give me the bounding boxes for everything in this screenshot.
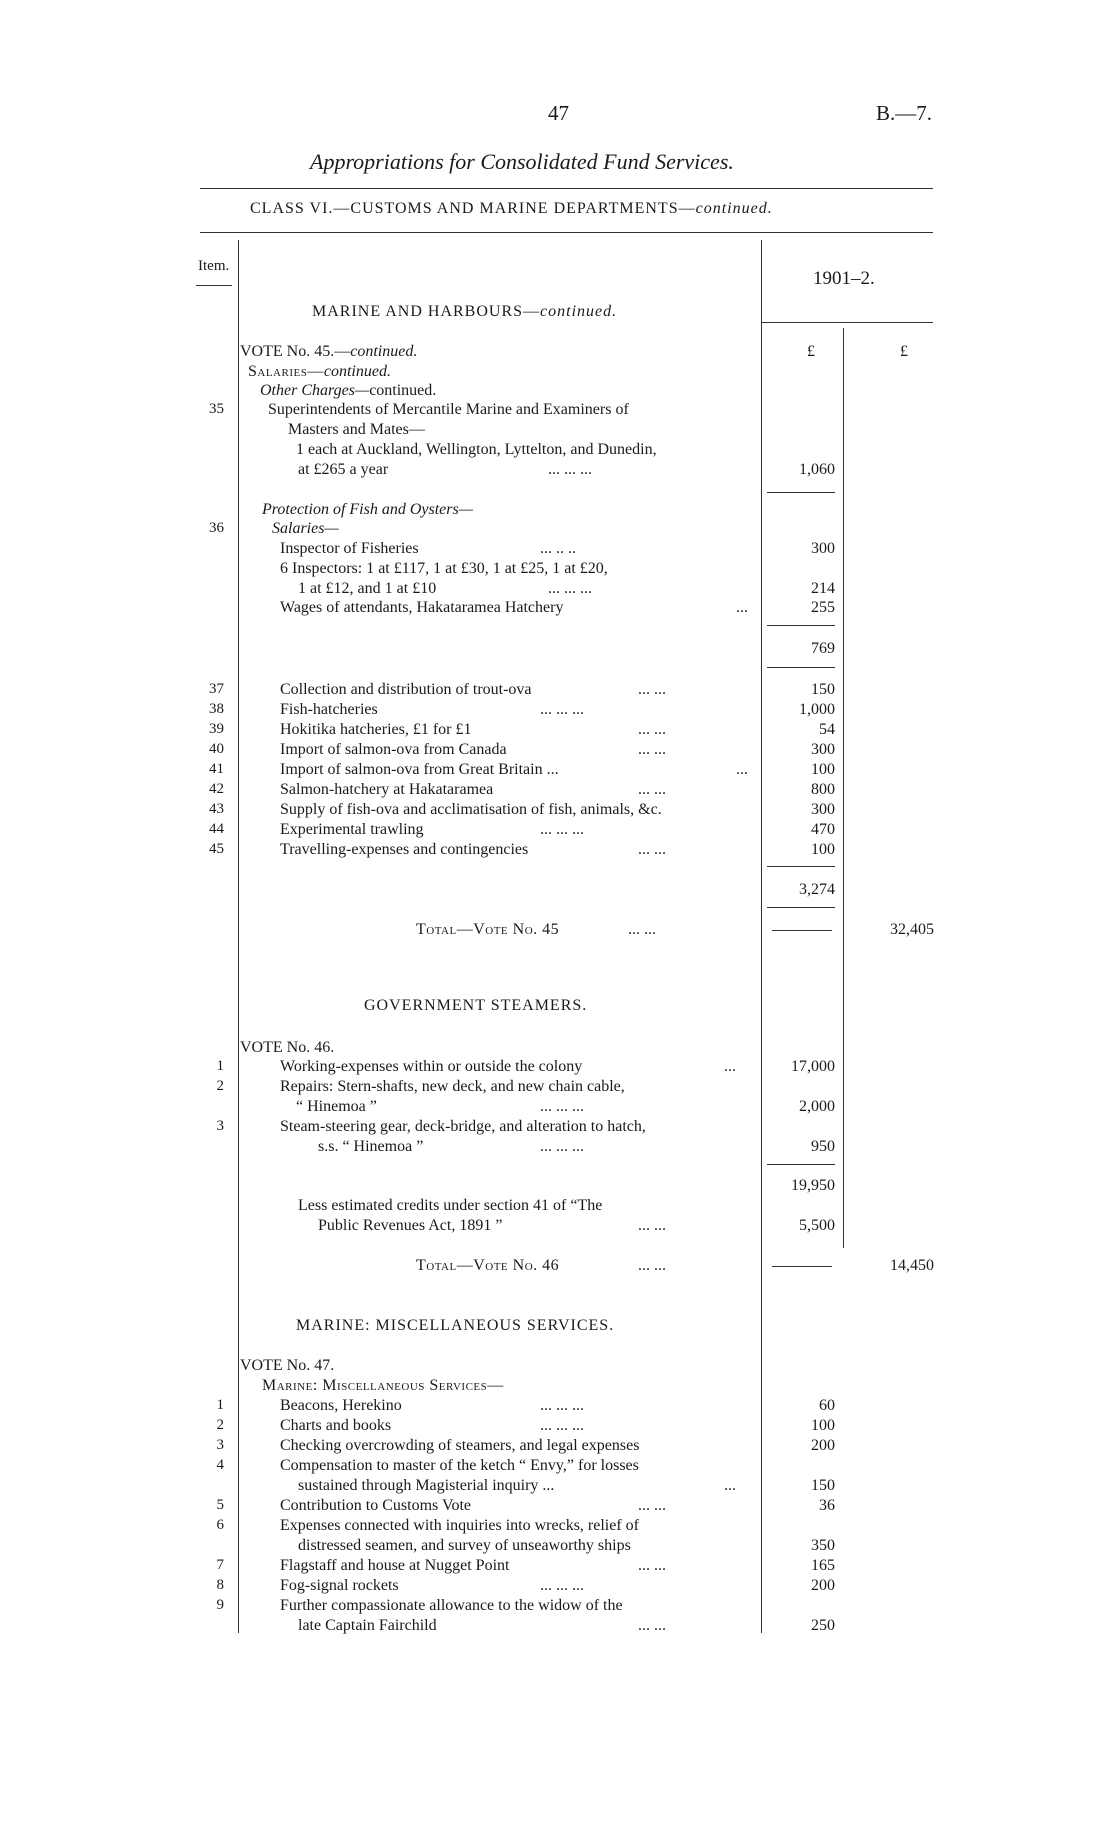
protection-subheading: Protection of Fish and Oysters—	[262, 501, 473, 518]
document-reference: B.—7.	[876, 101, 933, 125]
credits-amount: 5,500	[799, 1217, 835, 1234]
credits-description: Less estimated credits under section 41 of “The	[298, 1197, 603, 1214]
vote-45-heading: VOTE No. 45.—continued.	[240, 343, 418, 360]
item-amount: 17,000	[791, 1058, 835, 1075]
item-description: Checking overcrowding of steamers, and legal expenses	[280, 1437, 640, 1454]
leader-dots: ... ...	[638, 1257, 666, 1274]
misc-services-subheading: Marine: Miscellaneous Services—	[262, 1377, 504, 1394]
item-number: 42	[209, 781, 224, 797]
item-amount: 250	[811, 1617, 835, 1634]
item-amount: 1,060	[799, 461, 835, 478]
item-description: Hokitika hatcheries, £1 for £1	[280, 721, 472, 738]
year-column-header: 1901–2.	[813, 268, 875, 289]
item-amount: 300	[811, 540, 835, 557]
credits-description: Public Revenues Act, 1891 ”	[318, 1217, 503, 1234]
item-description: Wages of attendants, Hakataramea Hatchery	[280, 599, 564, 616]
item-amount: 60	[819, 1397, 835, 1414]
item-number: 37	[209, 681, 224, 697]
item-description: Flagstaff and house at Nugget Point	[280, 1557, 510, 1574]
subtotal-rule	[767, 907, 835, 908]
item-amount: 36	[819, 1497, 835, 1514]
page-number: 47	[548, 101, 569, 125]
item-number: 7	[216, 1557, 224, 1573]
item-number: 1	[216, 1397, 224, 1413]
item-description: Import of salmon-ova from Great Britain ...	[280, 761, 559, 778]
item-number: 9	[216, 1597, 224, 1613]
subtotal-amount: 19,950	[791, 1177, 835, 1194]
item-number: 44	[209, 821, 224, 837]
item-amount: 255	[811, 599, 835, 616]
total-dash	[772, 1266, 832, 1267]
item-description: 6 Inspectors: 1 at £117, 1 at £30, 1 at £25, 1 at £20,	[280, 560, 608, 577]
item-number: 3	[216, 1437, 224, 1453]
leader-dots: ... ...	[638, 1617, 666, 1634]
leader-dots: ... ...	[638, 681, 666, 698]
item-number: 5	[216, 1497, 224, 1513]
class-heading: CLASS VI.—CUSTOMS AND MARINE DEPARTMENTS—continued.	[250, 200, 773, 217]
item-description: at £265 a year	[298, 461, 389, 478]
leader-dots: ... ... ...	[540, 701, 584, 718]
currency-header-1: £	[807, 343, 815, 360]
class-rule	[200, 232, 933, 233]
item-amount: 2,000	[799, 1098, 835, 1115]
item-number: 35	[209, 401, 224, 417]
vote-45-total-label: Total—Vote No. 45	[416, 921, 560, 938]
misc-services-heading: MARINE: MISCELLANEOUS SERVICES.	[296, 1317, 615, 1334]
item-description: 1 at £12, and 1 at £10	[298, 580, 437, 597]
title-rule	[200, 188, 933, 189]
item-column-header: Item.	[198, 258, 230, 274]
item-description: Repairs: Stern-shafts, new deck, and new chain cable,	[280, 1078, 625, 1095]
item-amount: 100	[811, 1417, 835, 1434]
item-description: Travelling-expenses and contingencies	[280, 841, 529, 858]
leader-dots: ... ...	[638, 1217, 666, 1234]
item-number: 2	[216, 1078, 224, 1094]
leader-dots: ... ...	[638, 741, 666, 758]
leader-dots: ... ...	[638, 1557, 666, 1574]
item-description: Fish-hatcheries	[280, 701, 378, 718]
leader-dots: ... ...	[638, 721, 666, 738]
item-description: Inspector of Fisheries	[280, 540, 419, 557]
item-number: 45	[209, 841, 224, 857]
leader-dots: ... ... ...	[540, 1397, 584, 1414]
page-title: Appropriations for Consolidated Fund Services.	[310, 149, 734, 174]
leader-dots: ...	[736, 599, 748, 616]
item-amount: 470	[811, 821, 835, 838]
leader-dots: ... ... ...	[540, 1138, 584, 1155]
item-column-rule	[238, 240, 239, 1633]
leader-dots: ... .. ..	[540, 540, 576, 557]
item-number: 38	[209, 701, 224, 717]
item-description: s.s. “ Hinemoa ”	[318, 1138, 424, 1155]
item-description: “ Hinemoa ”	[296, 1098, 377, 1115]
government-steamers-heading: GOVERNMENT STEAMERS.	[364, 997, 588, 1014]
item-description: Charts and books	[280, 1417, 392, 1434]
item-description: distressed seamen, and survey of unseaworthy ships	[298, 1537, 631, 1554]
leader-dots: ... ...	[638, 841, 666, 858]
item-number: 8	[216, 1577, 224, 1593]
item-number: 39	[209, 721, 224, 737]
leader-dots: ... ... ...	[540, 821, 584, 838]
vote-46-total-label: Total—Vote No. 46	[416, 1257, 560, 1274]
item-number: 3	[216, 1118, 224, 1134]
leader-dots: ... ...	[638, 781, 666, 798]
total-column-rule	[843, 328, 844, 1248]
year-header-rule	[761, 322, 933, 323]
item-number: 41	[209, 761, 224, 777]
marine-harbours-heading: MARINE AND HARBOURS—continued.	[312, 303, 618, 320]
total-dash	[772, 930, 832, 931]
item-description: late Captain Fairchild	[298, 1617, 437, 1634]
item-description: Compensation to master of the ketch “ Envy,” for losses	[280, 1457, 639, 1474]
item-description: Expenses connected with inquiries into wrecks, relief of	[280, 1517, 639, 1534]
item-description: 1 each at Auckland, Wellington, Lyttelton, and Dunedin,	[296, 441, 657, 458]
item-description: sustained through Magisterial inquiry ...	[298, 1477, 555, 1494]
item-number: 4	[216, 1457, 224, 1473]
item-description: Contribution to Customs Vote	[280, 1497, 471, 1514]
salaries-subheading: Salaries—continued.	[248, 363, 391, 380]
leader-dots: ...	[724, 1058, 736, 1075]
subtotal-rule	[767, 492, 835, 493]
salaries-subheading: Salaries—	[272, 520, 339, 537]
item-number: 36	[209, 520, 224, 536]
item-description: Fog-signal rockets	[280, 1577, 399, 1594]
item-description: Import of salmon-ova from Canada	[280, 741, 507, 758]
item-amount: 800	[811, 781, 835, 798]
leader-dots: ... ...	[638, 1497, 666, 1514]
leader-dots: ... ... ...	[540, 1417, 584, 1434]
vote-46-total-amount: 14,450	[890, 1257, 934, 1274]
subtotal-rule	[767, 667, 835, 668]
item-amount: 150	[811, 1477, 835, 1494]
other-charges-subheading: Other Charges—continued.	[260, 382, 437, 399]
item-number: 2	[216, 1417, 224, 1433]
subtotal-amount: 769	[811, 640, 835, 657]
item-description: Superintendents of Mercantile Marine and Examiners of	[268, 401, 629, 418]
item-number: 1	[216, 1058, 224, 1074]
item-description: Collection and distribution of trout-ova	[280, 681, 532, 698]
item-description: Beacons, Herekino	[280, 1397, 402, 1414]
item-number: 40	[209, 741, 224, 757]
item-description: Experimental trawling	[280, 821, 424, 838]
leader-dots: ... ... ...	[540, 1577, 584, 1594]
leader-dots: ... ... ...	[548, 580, 592, 597]
vote-46-heading: VOTE No. 46.	[240, 1039, 335, 1056]
leader-dots: ... ... ...	[548, 461, 592, 478]
item-number: 6	[216, 1517, 224, 1533]
item-amount: 100	[811, 761, 835, 778]
item-description: Working-expenses within or outside the colony	[280, 1058, 583, 1075]
vote-45-total-amount: 32,405	[890, 921, 934, 938]
item-amount: 350	[811, 1537, 835, 1554]
item-description: Supply of fish-ova and acclimatisation of fish, animals, &c.	[280, 801, 662, 818]
year-column-rule	[761, 240, 762, 1633]
leader-dots: ... ... ...	[540, 1098, 584, 1115]
item-amount: 54	[819, 721, 835, 738]
subtotal-rule	[767, 1164, 835, 1165]
subtotal-rule	[767, 866, 835, 867]
item-amount: 200	[811, 1577, 835, 1594]
subtotal-amount: 3,274	[799, 881, 835, 898]
subtotal-rule	[767, 625, 835, 626]
item-amount: 200	[811, 1437, 835, 1454]
item-description: Steam-steering gear, deck-bridge, and alteration to hatch,	[280, 1118, 646, 1135]
item-header-rule	[196, 285, 232, 286]
item-description: Masters and Mates—	[288, 421, 425, 438]
item-amount: 950	[811, 1138, 835, 1155]
leader-dots: ...	[724, 1477, 736, 1494]
item-amount: 1,000	[799, 701, 835, 718]
item-description: Further compassionate allowance to the widow of the	[280, 1597, 623, 1614]
item-amount: 300	[811, 801, 835, 818]
item-amount: 100	[811, 841, 835, 858]
leader-dots: ...	[736, 761, 748, 778]
item-amount: 300	[811, 741, 835, 758]
currency-header-2: £	[900, 343, 908, 360]
item-number: 43	[209, 801, 224, 817]
vote-47-heading: VOTE No. 47.	[240, 1357, 335, 1374]
leader-dots: ... ...	[628, 921, 656, 938]
item-amount: 150	[811, 681, 835, 698]
item-amount: 165	[811, 1557, 835, 1574]
item-description: Salmon-hatchery at Hakataramea	[280, 781, 494, 798]
item-amount: 214	[811, 580, 835, 597]
